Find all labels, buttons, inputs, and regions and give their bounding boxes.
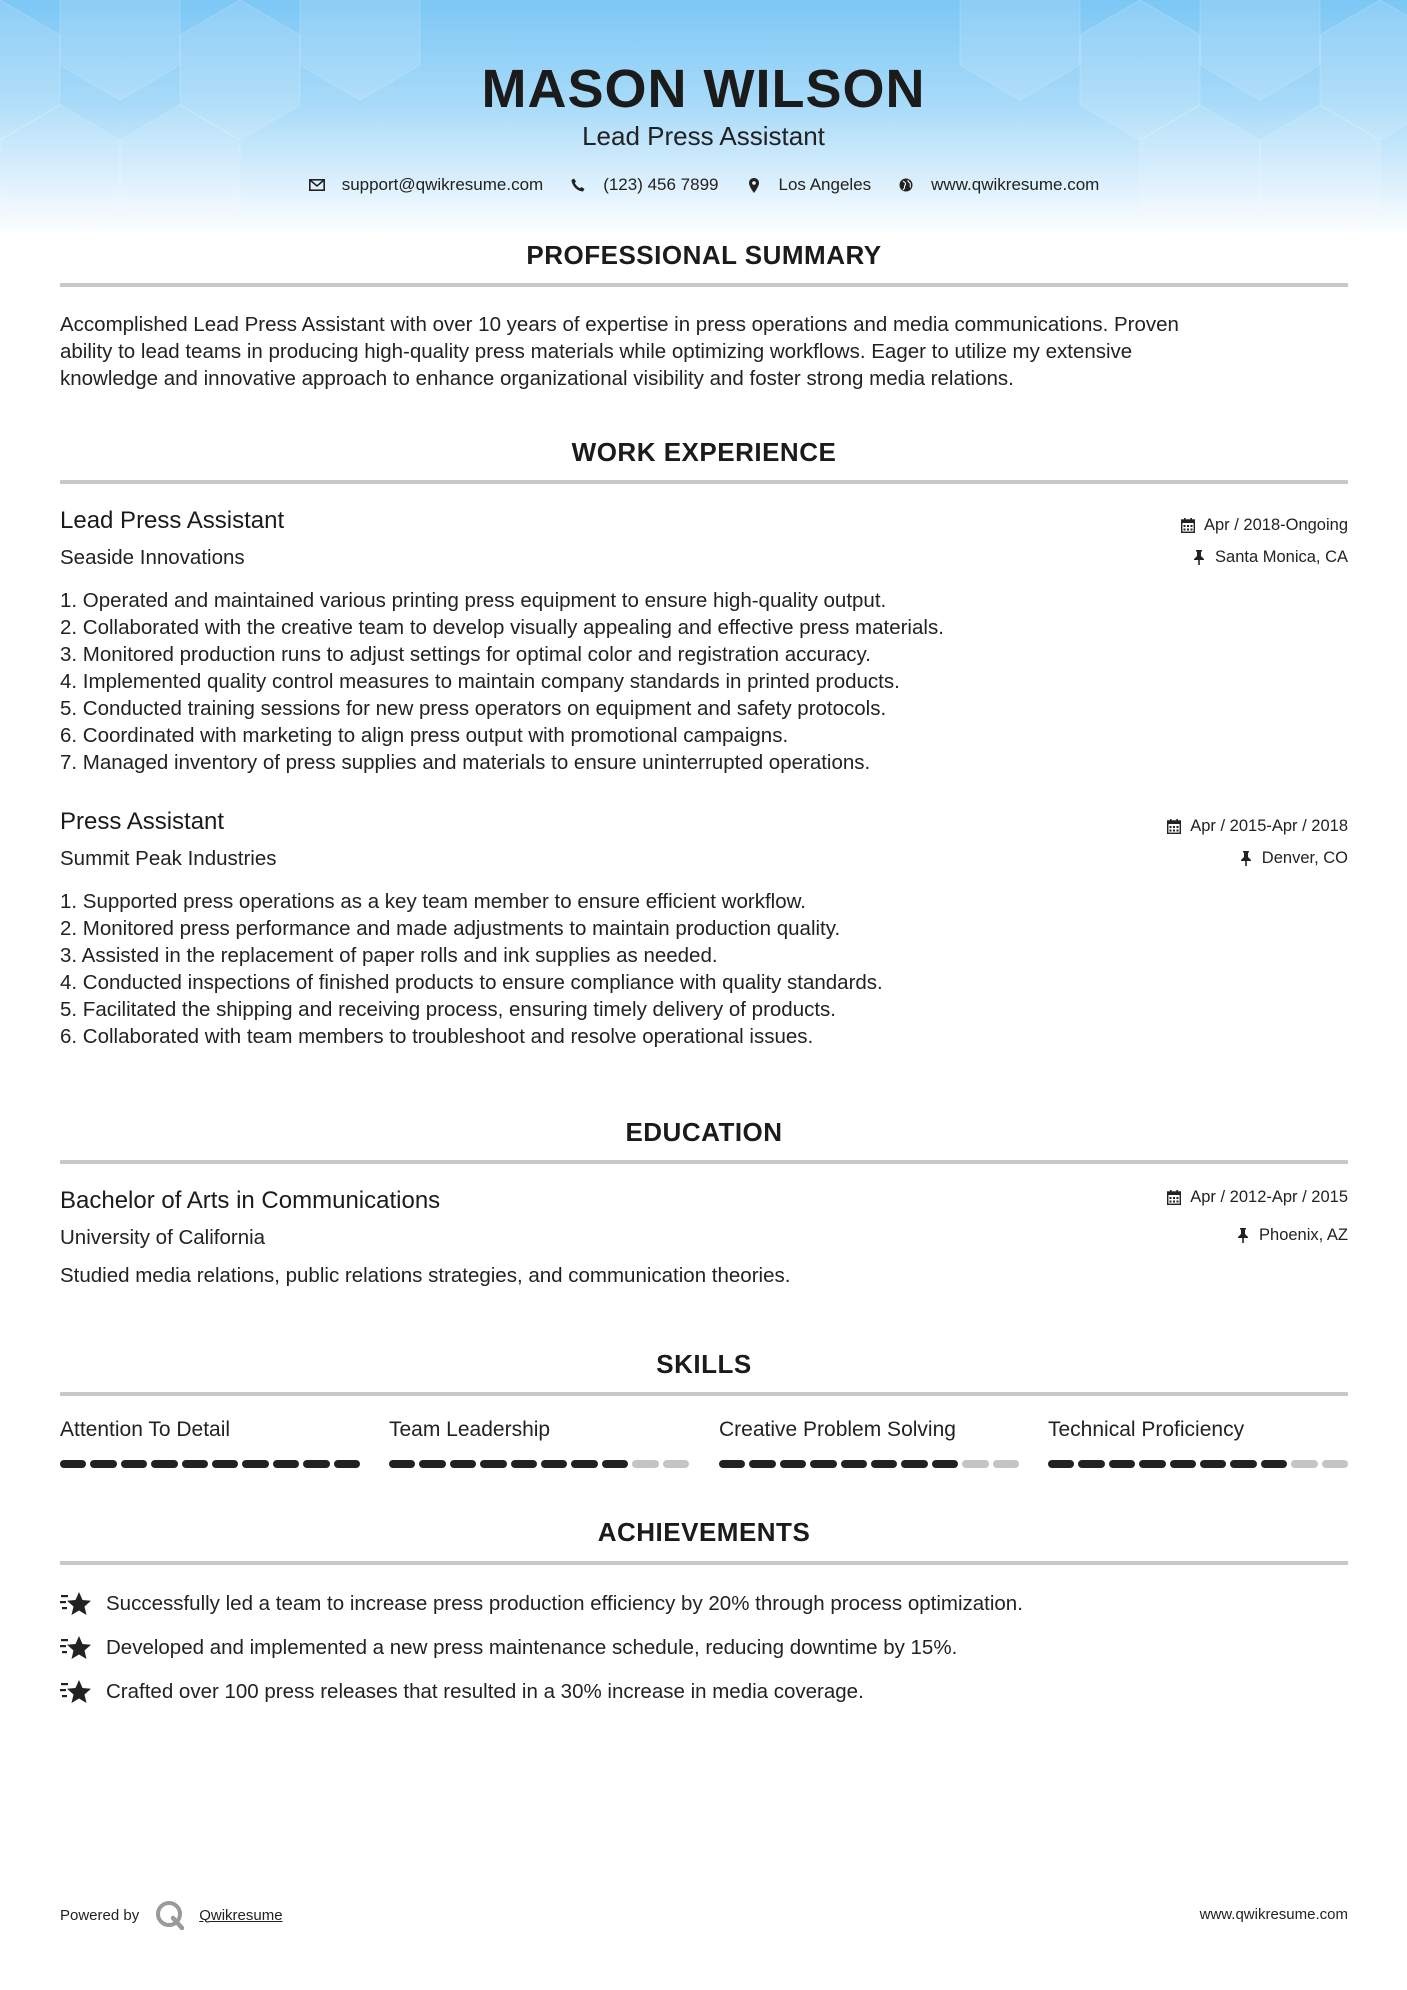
list-item: 3. Monitored production runs to adjust settings for optimal color and registration accuracy. [60, 643, 871, 666]
job-company: Summit Peak Industries [60, 847, 277, 870]
summary-line: ability to lead teams in producing high-quality press materials while optimizing workflows. Eager to utilize my extensive [60, 340, 1133, 363]
skill-item [1048, 1418, 1348, 1468]
pushpin-icon [1238, 851, 1254, 867]
skill-segment-filled [1109, 1460, 1135, 1468]
list-item: 4. Implemented quality control measures to maintain company standards in printed products. [60, 670, 900, 693]
contact-location [745, 175, 872, 195]
summary-text [60, 311, 1350, 392]
skill-item [60, 1418, 360, 1468]
candidate-name: MASON WILSON [481, 59, 926, 119]
skill-name: Creative Problem Solving [719, 1418, 956, 1441]
list-item: 1. Supported press operations as a key team member to ensure efficient workflow. [60, 890, 806, 913]
skill-segment-filled [273, 1460, 299, 1468]
education-heading: EDUCATION [625, 1117, 783, 1147]
skill-segment-filled [749, 1460, 775, 1468]
experience-divider [60, 480, 1348, 484]
skill-segment-filled [90, 1460, 116, 1468]
summary-heading: PROFESSIONAL SUMMARY [526, 240, 882, 270]
skill-segment-empty [632, 1460, 658, 1468]
skill-segment-empty [993, 1460, 1019, 1468]
job-duties-list [60, 888, 1350, 1050]
skill-segment-filled [450, 1460, 476, 1468]
summary-line: Accomplished Lead Press Assistant with over 10 years of expertise in press operations and media communications. Proven [60, 313, 1179, 336]
job-duties-list [60, 587, 1350, 776]
skills-heading: SKILLS [656, 1349, 752, 1379]
education-location [1235, 1226, 1348, 1245]
list-item: 3. Assisted in the replacement of paper rolls and ink supplies as needed. [60, 944, 718, 967]
website-text: www.qwikresume.com [931, 175, 1100, 194]
footer-website-link[interactable]: www.qwikresume.com [1199, 1906, 1348, 1923]
job-dates [1166, 817, 1348, 836]
job-location [1238, 849, 1348, 868]
envelope-icon [308, 176, 326, 194]
skill-segment-filled [1139, 1460, 1165, 1468]
pushpin-icon [1235, 1228, 1251, 1244]
list-item: 6. Coordinated with marketing to align press output with promotional campaigns. [60, 724, 789, 747]
star-icon [60, 1590, 92, 1618]
list-item: 6. Collaborated with team members to troubleshoot and resolve operational issues. [60, 1025, 814, 1048]
summary-divider [60, 283, 1348, 287]
skill-segment-filled [780, 1460, 806, 1468]
job-dates [1180, 516, 1348, 535]
skill-segment-empty [663, 1460, 689, 1468]
job-title: Lead Press Assistant [60, 507, 285, 534]
skill-level-bar [1048, 1460, 1348, 1468]
skill-level-bar [60, 1460, 360, 1468]
dates-text: Apr / 2012-Apr / 2015 [1190, 1188, 1348, 1206]
list-item: 2. Monitored press performance and made adjustments to maintain production quality. [60, 917, 841, 940]
phone-icon [569, 176, 587, 194]
skill-segment-empty [1291, 1460, 1317, 1468]
list-item: 1. Operated and maintained various printing press equipment to ensure high-quality output. [60, 589, 887, 612]
star-icon [60, 1678, 92, 1706]
job-title: Press Assistant [60, 808, 225, 835]
skill-segment-filled [480, 1460, 506, 1468]
summary-line: knowledge and innovative approach to enhance organizational visibility and foster strong media relations. [60, 367, 1014, 390]
skill-segment-filled [1230, 1460, 1256, 1468]
skill-segment-filled [1170, 1460, 1196, 1468]
contact-email[interactable] [308, 175, 544, 195]
list-item: 5. Facilitated the shipping and receiving process, ensuring timely delivery of products. [60, 998, 836, 1021]
skill-item [719, 1418, 1019, 1468]
skill-segment-filled [841, 1460, 867, 1468]
school-name: University of California [60, 1226, 266, 1249]
education-description: Studied media relations, public relations strategies, and communication theories. [60, 1264, 791, 1287]
skill-segment-filled [1200, 1460, 1226, 1468]
skill-segment-filled [511, 1460, 537, 1468]
dates-text: Apr / 2018-Ongoing [1203, 516, 1348, 534]
location-text: Denver, CO [1261, 849, 1348, 867]
experience-heading: WORK EXPERIENCE [571, 437, 837, 467]
skill-segment-empty [1322, 1460, 1348, 1468]
qwikresume-logo-icon [155, 1900, 185, 1930]
location-text: Phoenix, AZ [1259, 1226, 1348, 1244]
skill-segment-filled [1078, 1460, 1104, 1468]
skill-segment-filled [334, 1460, 360, 1468]
location-text: Los Angeles [778, 175, 872, 194]
list-item: 5. Conducted training sessions for new press operators on equipment and safety protocols. [60, 697, 887, 720]
skill-segment-filled [182, 1460, 208, 1468]
skill-segment-filled [242, 1460, 268, 1468]
calendar-icon [1166, 1190, 1182, 1206]
skill-segment-filled [1048, 1460, 1074, 1468]
achievement-text: Crafted over 100 press releases that resulted in a 30% increase in media coverage. [106, 1680, 864, 1703]
calendar-icon [1180, 518, 1196, 534]
skill-name: Attention To Detail [60, 1418, 231, 1441]
skill-segment-filled [932, 1460, 958, 1468]
pushpin-icon [1191, 550, 1207, 566]
skill-segment-empty [962, 1460, 988, 1468]
achievement-text: Developed and implemented a new press maintenance schedule, reducing downtime by 15%. [106, 1636, 958, 1659]
list-item: 2. Collaborated with the creative team to develop visually appealing and effective press materials. [60, 616, 944, 639]
candidate-title: Lead Press Assistant [582, 121, 825, 151]
achievements-divider [60, 1561, 1348, 1565]
job-company: Seaside Innovations [60, 546, 245, 569]
map-marker-icon [745, 176, 763, 194]
skill-segment-filled [303, 1460, 329, 1468]
achievement-text: Successfully led a team to increase press production efficiency by 20% through process optimization. [106, 1592, 1023, 1615]
list-item: 7. Managed inventory of press supplies and materials to ensure uninterrupted operations. [60, 751, 871, 774]
skill-segment-filled [389, 1460, 415, 1468]
location-text: Santa Monica, CA [1215, 548, 1348, 566]
skills-divider [60, 1392, 1348, 1396]
degree-title: Bachelor of Arts in Communications [60, 1187, 441, 1214]
phone-text: (123) 456 7899 [603, 175, 719, 194]
skill-segment-filled [121, 1460, 147, 1468]
skill-name: Technical Proficiency [1048, 1418, 1245, 1441]
list-item: 4. Conducted inspections of finished products to ensure compliance with quality standards. [60, 971, 883, 994]
dates-text: Apr / 2015-Apr / 2018 [1190, 817, 1348, 835]
skill-segment-filled [60, 1460, 86, 1468]
skill-segment-filled [1261, 1460, 1287, 1468]
skill-level-bar [389, 1460, 689, 1468]
skill-segment-filled [541, 1460, 567, 1468]
skill-name: Team Leadership [389, 1418, 551, 1441]
email-text: support@qwikresume.com [341, 175, 544, 194]
skill-segment-filled [419, 1460, 445, 1468]
skill-level-bar [719, 1460, 1019, 1468]
calendar-icon [1166, 819, 1182, 835]
star-icon [60, 1634, 92, 1662]
skill-segment-filled [871, 1460, 897, 1468]
job-location [1191, 548, 1348, 567]
footer-powered-by [60, 1900, 283, 1930]
contact-phone[interactable] [569, 175, 718, 195]
contact-website[interactable] [897, 175, 1099, 195]
achievement-item [60, 1590, 1023, 1618]
skill-segment-filled [571, 1460, 597, 1468]
skill-segment-filled [719, 1460, 745, 1468]
contact-bar [0, 173, 1407, 197]
skill-segment-filled [151, 1460, 177, 1468]
achievements-heading: ACHIEVEMENTS [597, 1517, 811, 1547]
skill-segment-filled [810, 1460, 836, 1468]
globe-icon [897, 176, 915, 194]
skill-segment-filled [212, 1460, 238, 1468]
education-divider [60, 1160, 1348, 1164]
achievement-item [60, 1634, 957, 1662]
skill-segment-filled [602, 1460, 628, 1468]
qwikresume-link[interactable]: Qwikresume [199, 1906, 283, 1924]
powered-by-label: Powered by [60, 1906, 140, 1924]
skill-item [389, 1418, 689, 1468]
education-dates [1166, 1188, 1348, 1207]
skill-segment-filled [901, 1460, 927, 1468]
achievement-item [60, 1678, 864, 1706]
